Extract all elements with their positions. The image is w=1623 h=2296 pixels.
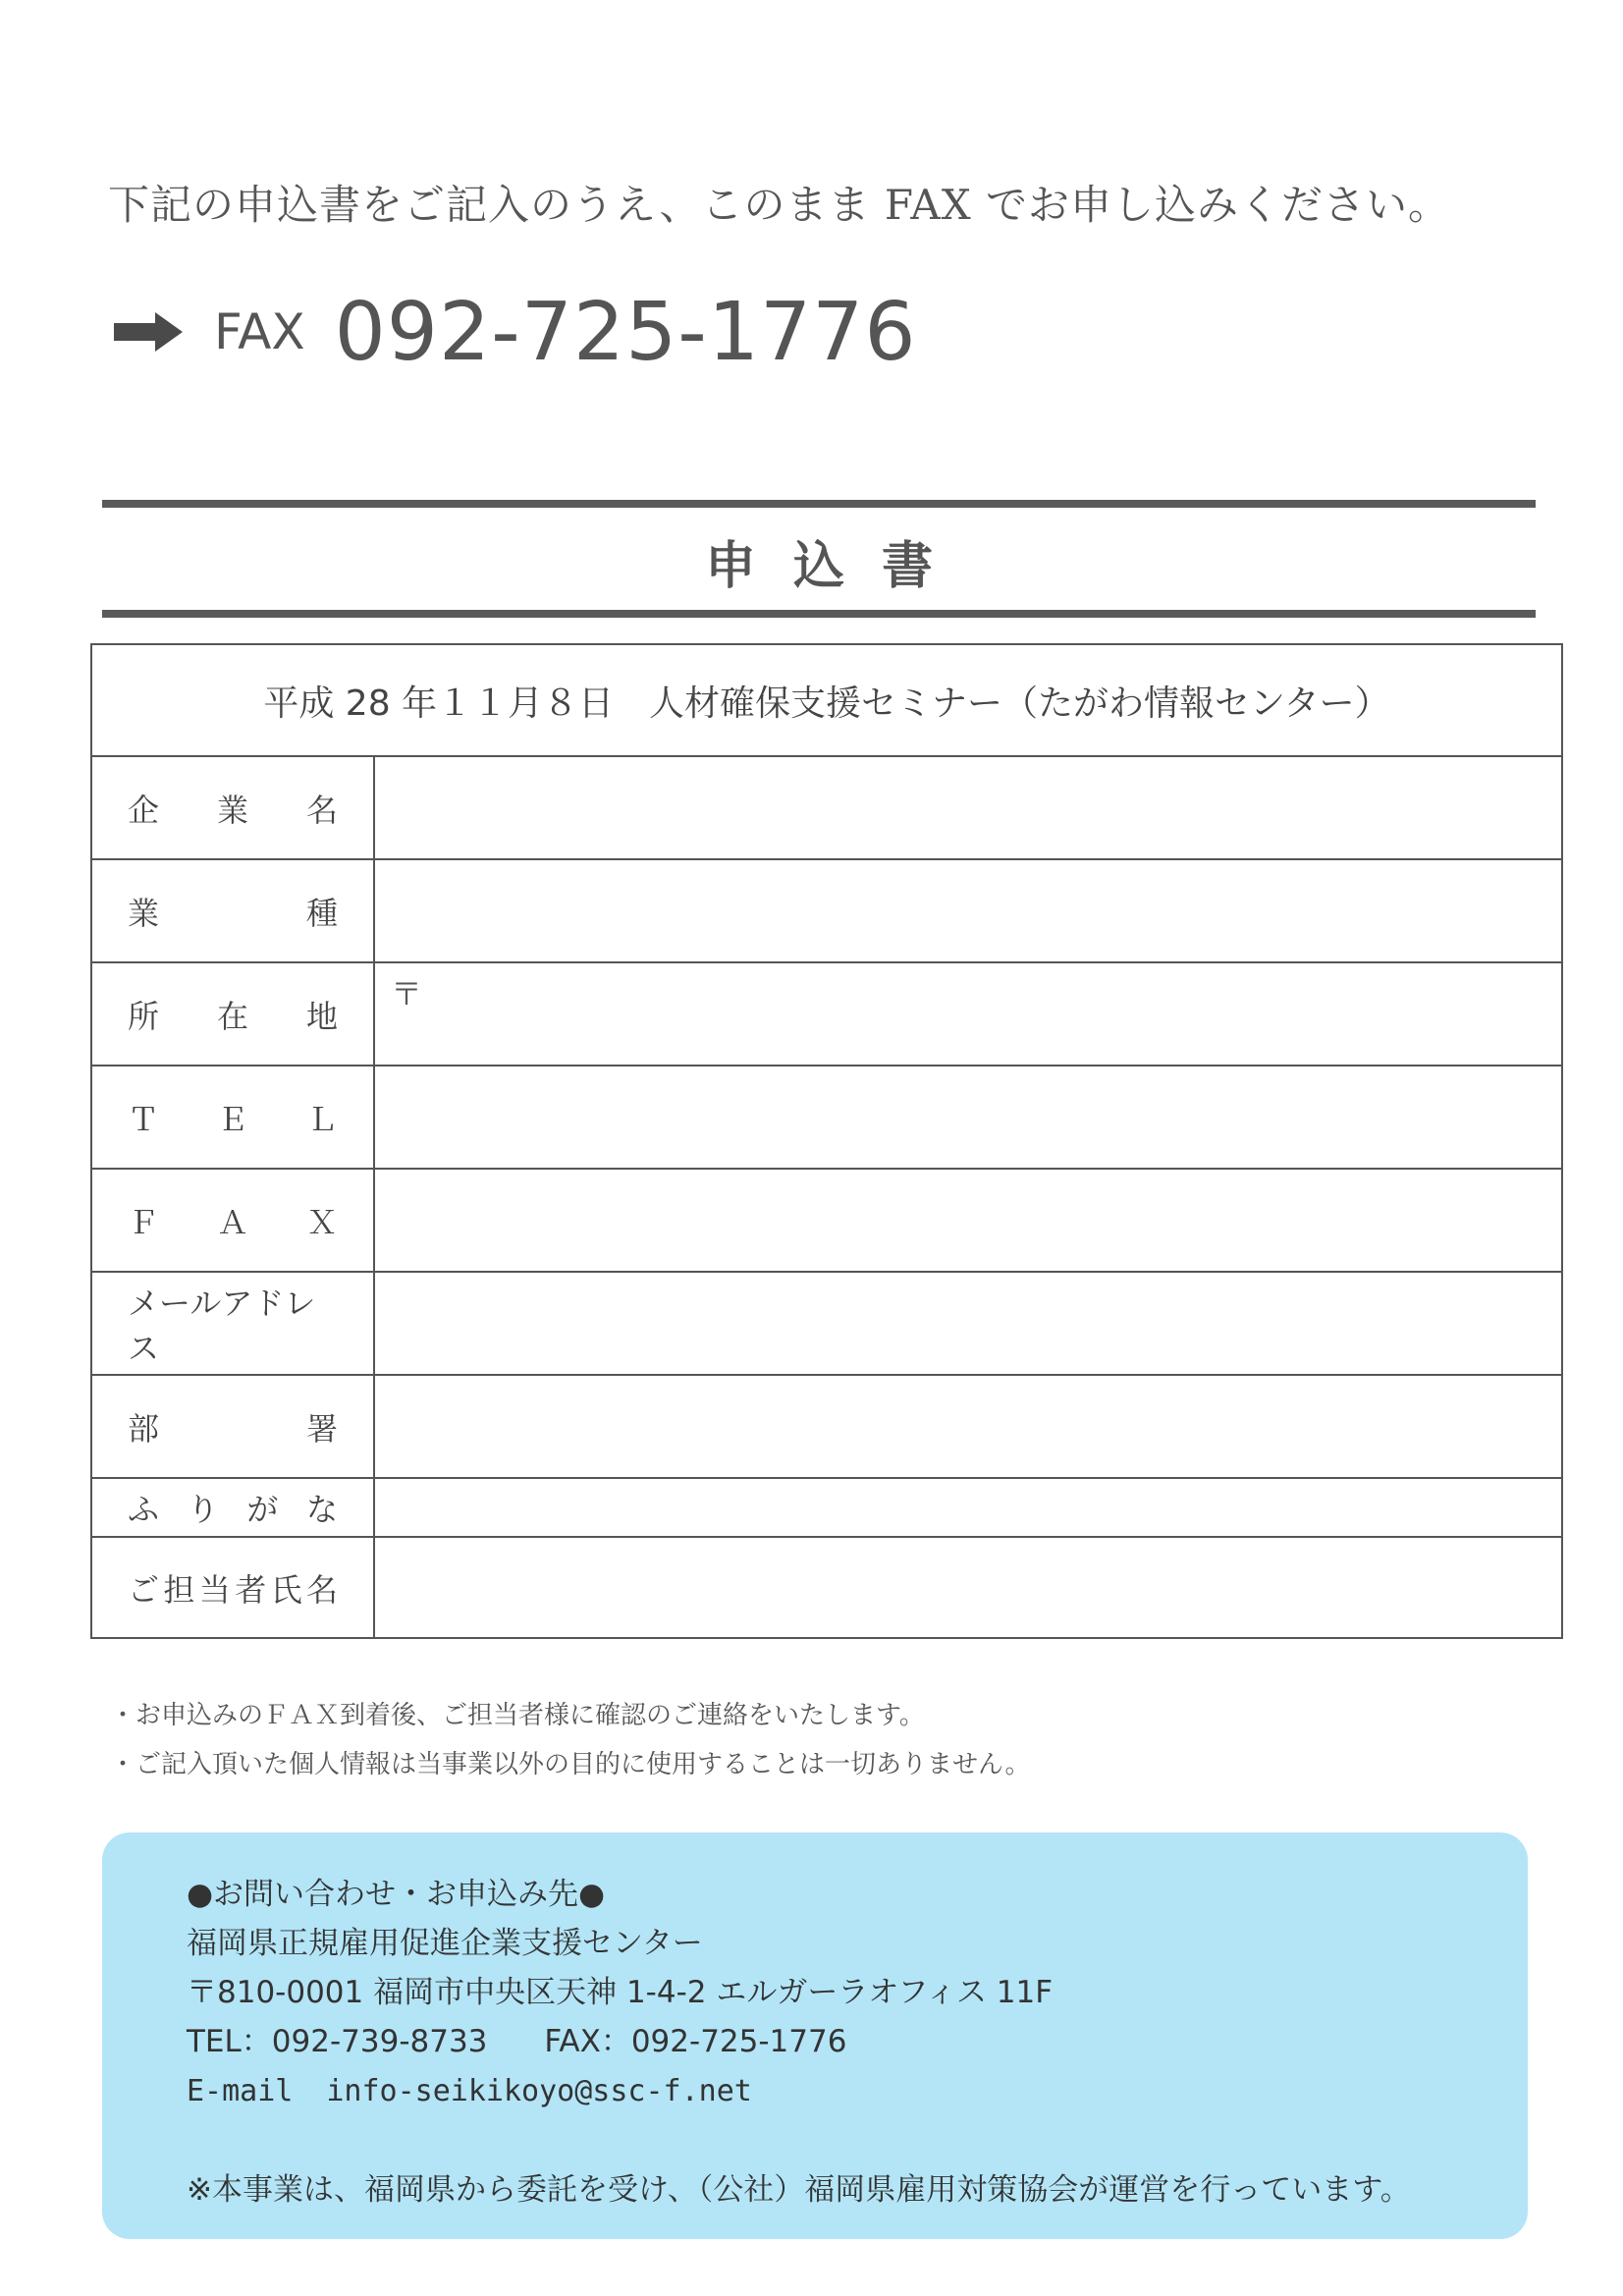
contact-person-field[interactable]	[375, 1538, 1561, 1637]
right-arrow-icon	[114, 312, 183, 352]
contact-fax: FAX：092-725-1776	[544, 2024, 847, 2059]
contact-box	[102, 1832, 1528, 2239]
contact-email-line	[187, 2066, 1411, 2116]
email-field[interactable]	[375, 1273, 1561, 1374]
notes	[110, 1691, 1031, 1789]
note-item: ・ご記入頂いた個人情報は当事業以外の目的に使用することは一切ありません。	[110, 1750, 1031, 1779]
tel-field[interactable]	[375, 1066, 1561, 1168]
note-item: ・お申込みのＦＡＸ到着後、ご担当者様に確認のご連絡をいたします。	[110, 1701, 925, 1730]
contact-info	[187, 1870, 1411, 2214]
contact-heading: ●お問い合わせ・お申込み先●	[187, 1877, 606, 1912]
department-field[interactable]	[375, 1376, 1561, 1477]
address-field[interactable]	[375, 963, 1561, 1065]
fax-number: 092-725-1776	[334, 285, 917, 379]
field-label-company: 企業名	[92, 757, 375, 858]
email-label: E-mail	[187, 2074, 294, 2108]
contact-organization: 福岡県正規雇用促進企業支援センター	[187, 1926, 703, 1961]
postal-mark: 〒	[391, 975, 423, 1012]
field-label-industry: 業種	[92, 860, 375, 961]
field-label-tel: ＴＥＬ	[92, 1066, 375, 1168]
form-row-fax	[92, 1170, 1561, 1273]
industry-field[interactable]	[375, 860, 1561, 961]
field-label-fax: ＦＡＸ	[92, 1170, 375, 1271]
form-row-industry	[92, 860, 1561, 963]
operator-note: ※本事業は、福岡県から委託を受け、（公社）福岡県雇用対策協会が運営を行っています。	[187, 2172, 1411, 2208]
contact-address: 〒810-0001 福岡市中央区天神 1-4-2 エルガーラオフィス 11F	[187, 1975, 1054, 2010]
seminar-title: 平成 28 年１１月８日 人材確保支援セミナー（たがわ情報センター）	[92, 645, 1561, 757]
title-rule-top	[102, 500, 1536, 508]
field-label-email: メールアドレス	[92, 1273, 375, 1374]
contact-tel: TEL：092-739-8733	[187, 2024, 488, 2059]
contact-phone-line	[187, 2017, 1411, 2066]
fax-label: FAX	[214, 303, 305, 360]
field-label-department: 部署	[92, 1376, 375, 1477]
form-row-email	[92, 1273, 1561, 1376]
fax-line	[114, 283, 917, 381]
application-form	[90, 643, 1563, 1639]
furigana-field[interactable]	[375, 1479, 1561, 1536]
field-label-furigana: ふりがな	[92, 1479, 375, 1536]
fax-field[interactable]	[375, 1170, 1561, 1271]
intro-text: 下記の申込書をご記入のうえ、このまま FAX でお申し込みください。	[108, 181, 1450, 229]
form-row-address	[92, 963, 1561, 1066]
form-row-contact-person	[92, 1538, 1561, 1637]
field-label-contact-person: ご担当者氏名	[92, 1538, 375, 1637]
form-title: 申込書	[704, 537, 970, 596]
form-row-company	[92, 757, 1561, 860]
form-row-tel	[92, 1066, 1561, 1170]
contact-email[interactable]: info-seikikoyo@ssc-f.net	[326, 2074, 752, 2108]
company-name-field[interactable]	[375, 757, 1561, 858]
form-row-furigana	[92, 1479, 1561, 1538]
field-label-address: 所在地	[92, 963, 375, 1065]
title-rule-bottom	[102, 610, 1536, 618]
form-row-department	[92, 1376, 1561, 1479]
